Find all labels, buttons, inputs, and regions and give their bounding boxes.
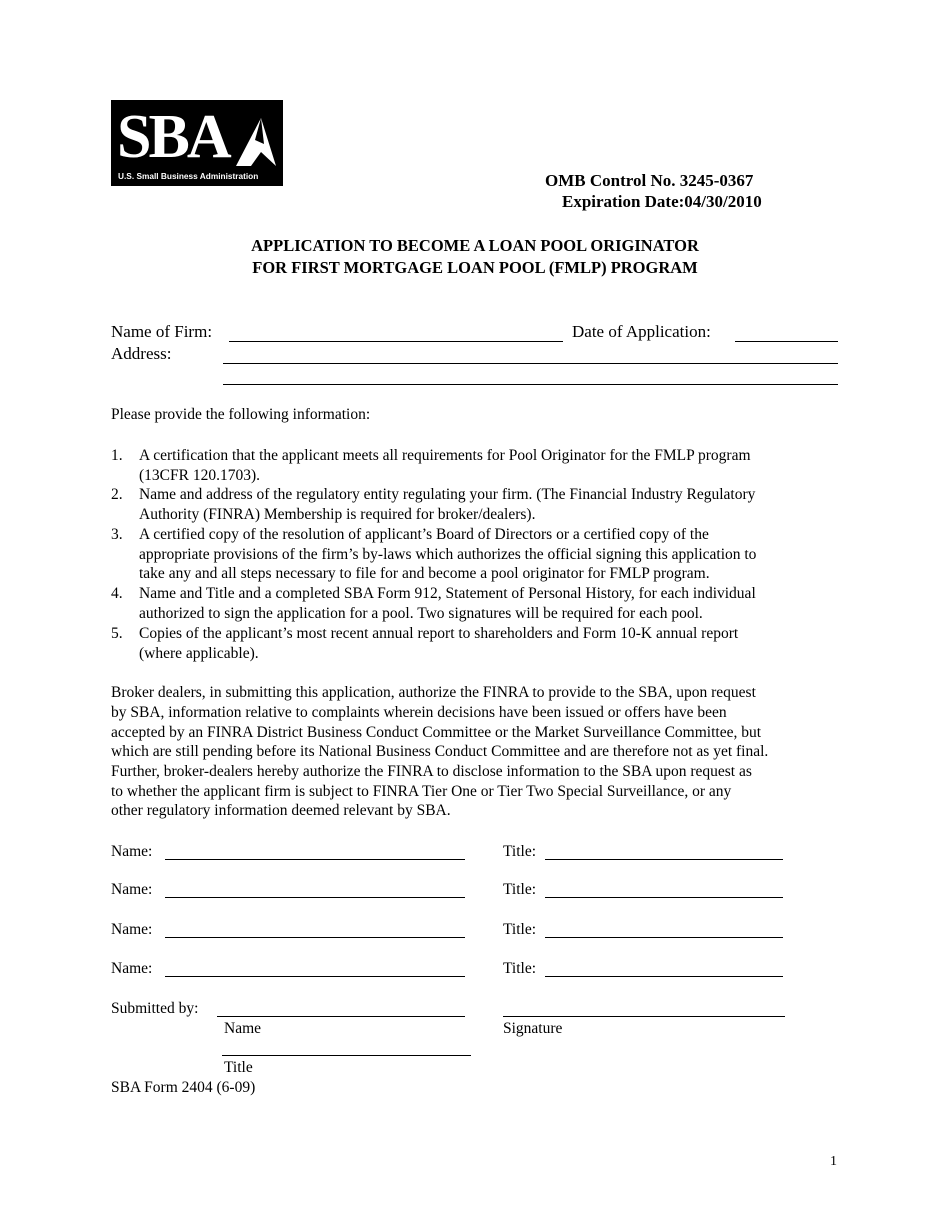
list-item-text: A certified copy of the resolution of applicant’s Board of Directors or a certified copy of the (139, 526, 709, 543)
paragraph-line: other regulatory information deemed relevant by SBA. (111, 802, 451, 819)
list-item-text: Copies of the applicant’s most recent annual report to shareholders and Form 10-K annual report (139, 625, 739, 642)
signer-title-label: Title: (503, 843, 537, 860)
list-item-text: Name and Title and a completed SBA Form 912, Statement of Personal History, for each individual (139, 585, 756, 602)
paragraph-line: accepted by an FINRA District Business Conduct Committee or the Market Surveillance Committee, but (111, 724, 762, 741)
submitter-title-field[interactable] (222, 1055, 471, 1056)
list-item-text: (13CFR 120.1703). (139, 467, 260, 484)
signer-title-field[interactable] (545, 859, 783, 860)
list-item-text: A certification that the applicant meets all requirements for Pool Originator for the FMLP program (139, 447, 751, 464)
intro-text: Please provide the following information: (111, 406, 371, 423)
signer-name-field[interactable] (165, 859, 465, 860)
list-item-number: 3. (111, 526, 123, 543)
signer-name-label: Name: (111, 881, 153, 898)
submitted-by-label: Submitted by: (111, 1000, 199, 1017)
signer-title-label: Title: (503, 921, 537, 938)
date-of-application-label: Date of Application: (572, 322, 711, 341)
list-item-text: take any and all steps necessary to file for and become a pool originator for FMLP program. (139, 565, 710, 582)
title-caption: Title (224, 1059, 253, 1076)
paragraph-line: to whether the applicant firm is subject to FINRA Tier One or Tier Two Special Surveillance, or any (111, 783, 732, 800)
date-of-application-field[interactable] (735, 341, 838, 342)
list-item-number: 4. (111, 585, 123, 602)
signer-name-label: Name: (111, 960, 153, 977)
form-title-line2: FOR FIRST MORTGAGE LOAN POOL (FMLP) PROGRAM (252, 258, 698, 277)
list-item-text: appropriate provisions of the firm’s by-laws which authorizes the official signing this application to (139, 546, 757, 563)
address-field-line1[interactable] (223, 363, 838, 364)
address-label: Address: (111, 344, 172, 363)
paragraph-line: which are still pending before its National Business Conduct Committee and are therefore not as yet final. (111, 743, 769, 760)
expiration-date: Expiration Date:04/30/2010 (562, 192, 762, 211)
list-item-number: 5. (111, 625, 123, 642)
sba-logo (111, 100, 283, 186)
form-title-line1: APPLICATION TO BECOME A LOAN POOL ORIGINATOR (251, 236, 699, 255)
paragraph-line: Broker dealers, in submitting this application, authorize the FINRA to provide to the SBA, upon request (111, 684, 756, 701)
signer-title-label: Title: (503, 960, 537, 977)
omb-control-number: OMB Control No. 3245-0367 (545, 171, 754, 190)
logo-letters: SBA (117, 103, 229, 171)
signer-name-label: Name: (111, 843, 153, 860)
list-item-text: Name and address of the regulatory entity regulating your firm. (The Financial Industry Regulatory (139, 486, 756, 503)
signer-name-field[interactable] (165, 976, 465, 977)
list-item-number: 2. (111, 486, 123, 503)
page-number: 1 (830, 1154, 837, 1169)
firm-name-field[interactable] (229, 341, 563, 342)
logo-tagline: U.S. Small Business Administration (118, 171, 259, 181)
firm-name-label: Name of Firm: (111, 322, 213, 341)
list-item-text: Authority (FINRA) Membership is required for broker/dealers). (139, 506, 536, 523)
submitter-name-field[interactable] (217, 1016, 465, 1017)
paragraph-line: Further, broker-dealers hereby authorize the FINRA to disclose information to the SBA upon request as (111, 763, 752, 780)
signer-title-label: Title: (503, 881, 537, 898)
signer-name-field[interactable] (165, 897, 465, 898)
list-item-number: 1. (111, 447, 123, 464)
name-caption: Name (224, 1020, 262, 1037)
signer-title-field[interactable] (545, 976, 783, 977)
list-item-text: (where applicable). (139, 645, 259, 662)
signer-title-field[interactable] (545, 897, 783, 898)
submitter-signature-field[interactable] (503, 1016, 785, 1017)
signer-name-label: Name: (111, 921, 153, 938)
signer-title-field[interactable] (545, 937, 783, 938)
list-item-text: authorized to sign the application for a pool. Two signatures will be required for each pool. (139, 605, 703, 622)
address-field-line2[interactable] (223, 384, 838, 385)
signature-caption: Signature (503, 1020, 563, 1037)
form-number: SBA Form 2404 (6-09) (111, 1079, 256, 1096)
signer-name-field[interactable] (165, 937, 465, 938)
paragraph-line: by SBA, information relative to complaints wherein decisions have been issued or offers have been (111, 704, 727, 721)
